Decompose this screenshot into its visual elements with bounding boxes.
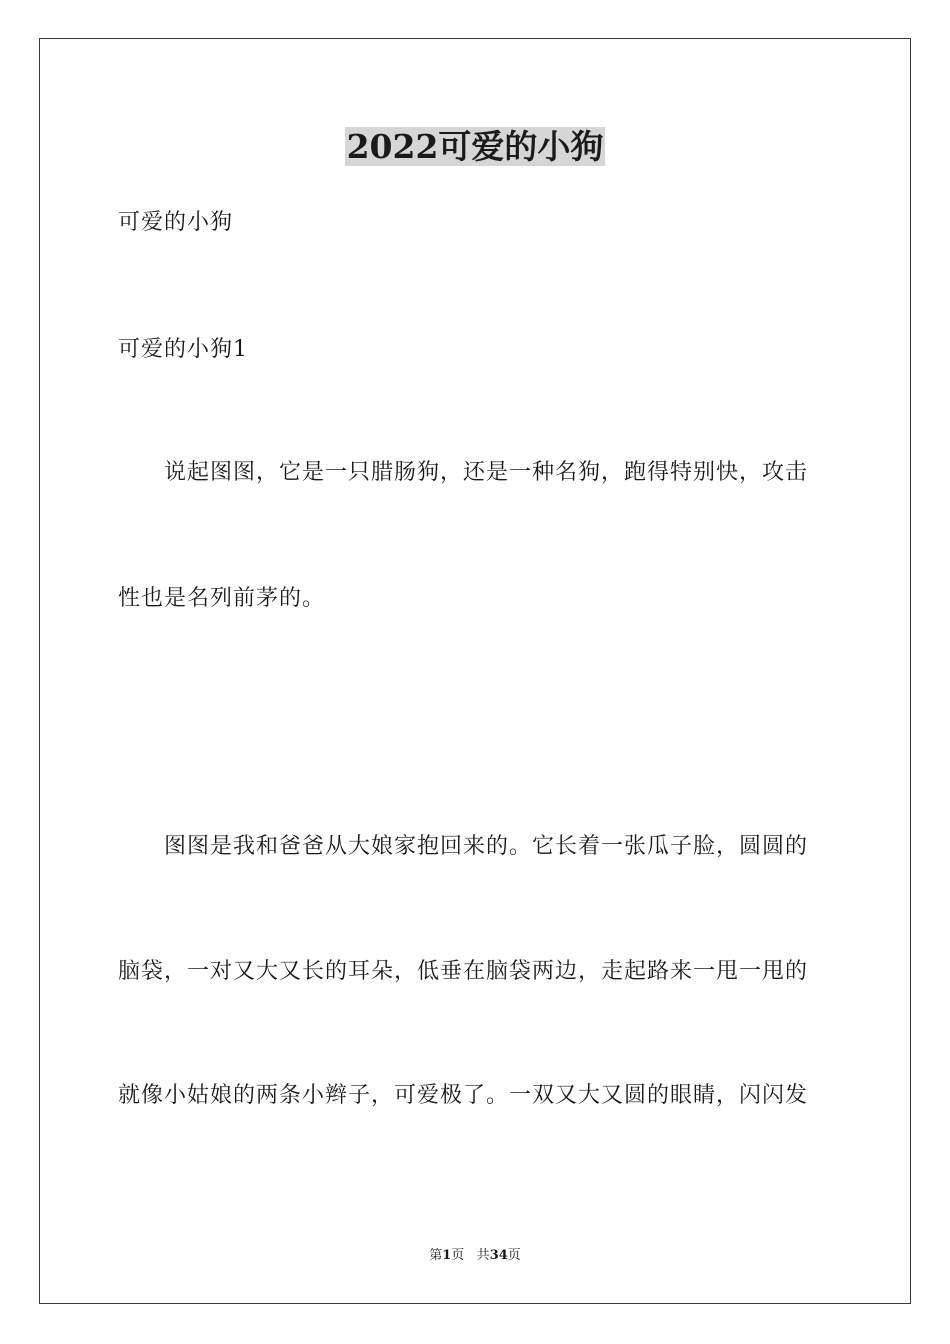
footer-total-pages: 34 <box>489 1248 508 1263</box>
section-heading: 可爱的小狗1 <box>118 337 248 362</box>
footer-page-number: 1 <box>442 1248 452 1263</box>
document-title-text: 2022可爱的小狗 <box>346 127 604 166</box>
footer-page-prefix: 第 <box>429 1248 443 1263</box>
paragraph-line: 图图是我和爸爸从大娘家抱回来的。它长着一张瓜子脸，圆圆的 <box>118 834 809 859</box>
paragraph-line: 脑袋，一对又大又长的耳朵，低垂在脑袋两边，走起路来一甩一甩的 <box>118 959 809 984</box>
footer-total-suffix: 页 <box>507 1248 521 1263</box>
page-footer <box>0 1247 950 1265</box>
footer-page-suffix: 页 <box>451 1248 465 1263</box>
footer-total-prefix: 共 <box>476 1248 490 1263</box>
paragraph-line: 性也是名列前茅的。 <box>118 586 326 611</box>
document-title <box>0 124 950 170</box>
paragraph-line: 说起图图，它是一只腊肠狗，还是一种名狗，跑得特别快，攻击 <box>118 460 809 485</box>
paragraph-line: 就像小姑娘的两条小辫子，可爱极了。一双又大又圆的眼睛，闪闪发 <box>118 1083 809 1108</box>
article-heading: 可爱的小狗 <box>118 210 234 235</box>
